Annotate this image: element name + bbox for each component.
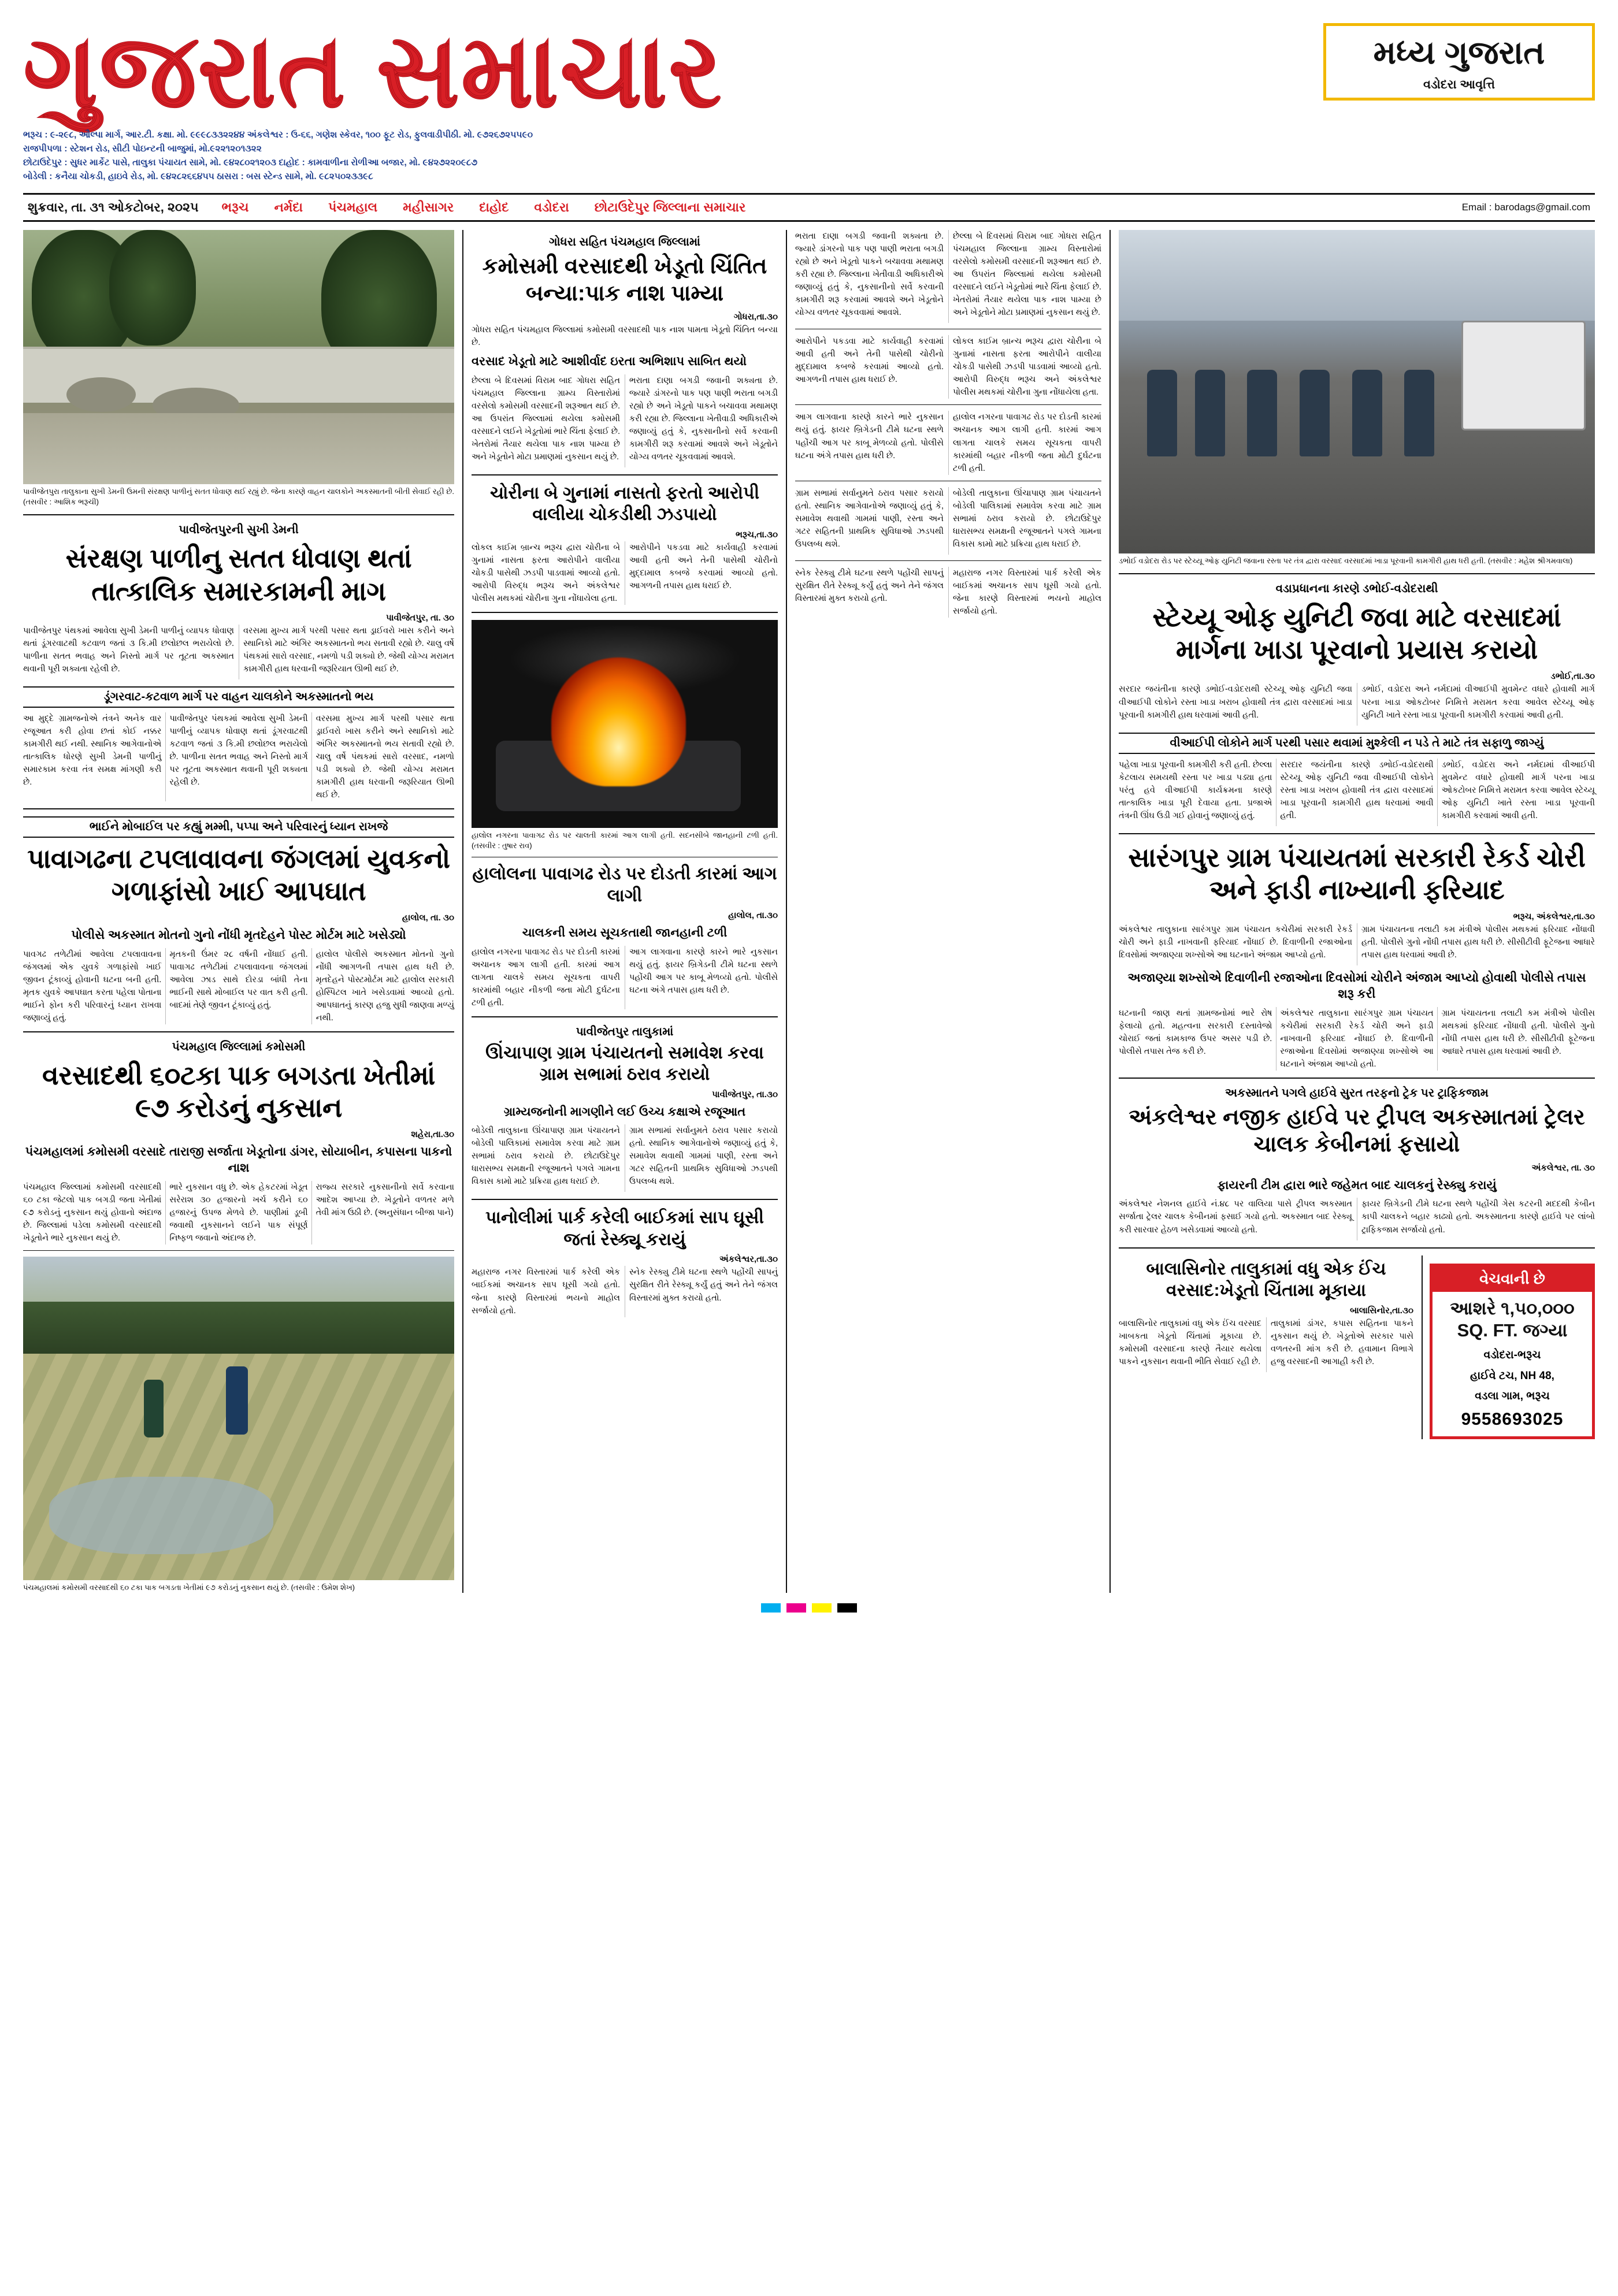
photo-caption-car-fire: હાલોલ નગરના પાવાગઢ રોડ પર ચાલતી કારમાં આગ લાગી હતી. સદનસીબે જાનહાની ટળી હતી. (તસવીર : તુષાર રાવ) [472, 831, 778, 850]
body-balasinor: બાલાસિનોર તાલુકામાં વધુ એક ઈંચ વરસાદ ખાબકતા ખેડૂતો ચિંતામાં મૂકાયા છે. કમોસમી વરસાદના કારણે તૈયાર થયેલા પાકને નુકસાન થવાની ભીતિ સેવાઈ રહી છે. તાલુકામાં ડાંગર, કપાસ સહિતના પાકને નુકસાન થયું છે. ખેડૂતોએ સરકાર પાસે વળતરની માંગ કરી છે. હવામાન વિભાગે હજુ વરસાદની આગાહી કરી છે. [1119, 1318, 1413, 1366]
body-sarangpur: ઘટનાની જાણ થતાં ગ્રામજનોમાં ભારે રોષ ફેલાયો હતો. મહત્વના સરકારી દસ્તાવેજો ચોરાઈ જતાં કામકાજ ઉપર અસર પડી છે. પોલીસે તપાસ તેજ કરી છે. અંકલેશ્વર તાલુકાના સારંગપુર ગ્રામ પંચાયત કચેરીમાં સરકારી રેકર્ડ ચોરી અને ફાડી નાખવાની ફરિયાદ નોંધાઈ છે. દિવાળીની રજાઓના દિવસોમાં અજાણ્યા શખ્સોએ આ ઘટનાને અંજામ આપ્યો હતો. ગ્રામ પંચાયતના તલાટી કમ મંત્રીએ પોલીસ મથકમાં ફરિયાદ નોંધાવી હતી. પોલીસે ગુનો નોંધી તપાસ હાથ ધરી છે. સીસીટીવી ફૂટેજના આધારે તપાસ હાથ ધરવામાં આવી છે. [1119, 1008, 1595, 1069]
address-line-3: છોટાઉદેપુર : સુધર માર્કેટ પાસે, તાલુકા પંચાયત સામે, મો. ૯૪૨૮૦૨૧૨૦૩ દાહોદ : કામવાળીના રોળીઆ બજાર, મો. ૯૪૨૭૨૨૦૯૮૭ [23, 158, 478, 168]
city-dahod: દાહોદ [479, 200, 509, 215]
color-swatch-black [837, 1603, 857, 1613]
lead-paragraph: ગોધરા સહિત પંચમહાલ જિલ્લામાં કમોસમી વરસાદથી પાક નાશ પામતા ખેડૂતો ચિંતિત બન્યા છે. [472, 325, 778, 348]
city-narmada: નર્મદા [274, 200, 303, 215]
edition-box [1323, 23, 1595, 101]
masthead-address-block [23, 128, 1167, 184]
contact-email[interactable]: Email : barodags@gmail.com [1461, 202, 1590, 213]
headline-theft: ચોરીના બે ગુનામાં નાસતો ફરતો આરોપી વાલીયા ચોકડીથી ઝડપાયો [489, 483, 760, 525]
address-line-2: રાજપીપળા : સ્ટેશન રોડ, સીટી પોઇન્ટની બાજુમાં, મો.૯૨૨૧૨૦૧૩૨૨ [23, 144, 262, 154]
city-bharuch: ભરૂચ [221, 200, 249, 215]
subhead-gram-sabha: ગ્રામ્યજનોની માગણીને લઈ ઉચ્ચ કક્ષાએ રજૂઆત [503, 1105, 746, 1119]
dateline-pavagadh-suicide: હાલોલ, તા. ૩૦ [402, 913, 454, 923]
kicker-sukhi-dam: પાવીજેતપુરની સુખી ડેમની [179, 523, 299, 537]
subhead-panch-loss: પંચમહાલમાં કમોસમી વરસાદે તારાજી સર્જાતા ખેડૂતોના ડાંગર, સોયાબીન, કપાસના પાકનો નાશ [25, 1145, 452, 1175]
dateline-ankleshwar-accident: અંકલેશ્વર, તા. ૩૦ [1531, 1163, 1595, 1173]
headline-panch-loss: વરસાદથી ૬૦ટકા પાક બગડતા ખેતીમાં ૯૭ કરોડનું નુકસાન [42, 1060, 435, 1123]
column-2 [462, 230, 786, 1593]
dateline-sarangpur: ભરૂચ, અંકલેશ્વર,તા.૩૦ [1513, 911, 1595, 922]
photo-credit-sukhi-dam: (તસવીર : આશિક ભરૂચી) [23, 497, 99, 507]
city-chhotaudepur: છોટાઉદેપુર જિલ્લાના સમાચાર [594, 200, 746, 215]
photo-car-fire [472, 620, 778, 828]
intro-dabhoi-road: સરદાર જયંતીના કારણે ડભોઈ-વડોદરાથી સ્ટેચ્યૂ ઓફ યુનિટી જવા વીઆઈપી લોકોને રસ્તા ખાડા ખરાબ હોવાથી તંત્ર દ્વારા વરસાદમાં ખાડા પૂરવાની કામગીરી હાથ ધરવામાં આવી હતી. ડભોઈ, વડોદરા અને નર્મદામાં વીઆઈપી મુવમેન્ટ વધારે હોવાથી માર્ગ પરના ખાડા ઓકટોબર નિમિત્તે મરામત કરવા આવેલ સ્ટેચ્યૂ ઓફ યુનિટી ખાતે રસ્તા ખાડા પૂરવાની કામગીરી કરવામાં આવી હતી. [1119, 685, 1595, 720]
subhead-sukhi-dam: ડૂંગરવાટ-કટવાળ માર્ગ પર વાહન ચાલકોને અકસ્માતનો ભય [23, 686, 454, 708]
newspaper-logo: ગુજરાત સમાચાર [23, 13, 723, 128]
body-car-fire-continued: આગ લાગવાના કારણે કારને ભારે નુકસાન થયું હતું. ફાયર બ્રિગેડની ટીમે ઘટના સ્થળે પહોંચી આગ પર કાબૂ મેળવ્યો હતો. પોલીસે ઘટના અંગે તપાસ હાથ ધરી છે. હાલોલ નગરના પાવાગઢ રોડ પર દોડતી કારમાં અચાનક આગ લાગી હતી. કારમાં આગ લાગતા ચાલકે સમય સૂચકતા વાપરી કારમાંથી બહાર નીકળી જતા મોટી દુર્ઘટના ટળી હતી. [795, 413, 1101, 473]
edition-title: મધ્ય ગુજરાત [1373, 34, 1545, 70]
headline-gram-sabha: ઊંચાપાણ ગ્રામ પંચાયતનો સમાવેશ કરવા ગ્રામ સભામાં ઠરાવ કરાયો [485, 1043, 764, 1084]
headline-ankleshwar-accident: અંકલેશ્વર નજીક હાઈવે પર ટ્રીપલ અકસ્માતમાં ટ્રેલર ચાલક કેબીનમાં ફસાયો [1129, 1105, 1585, 1157]
body-dabhoi-road: પહેલા ખાડા પૂરવાની કામગીરી કરી હતી. છેલ્લા કેટલાય સમયથી રસ્તા પર ખાડા પડ્યા હતા પરંતુ હવે વીઆઈપી કાર્યક્રમના કારણે તાત્કાલિક ખાડા પૂરી દેવાયા હતા. પ્રજાએ તંત્રની ઊંઘ ઉડી ગઈ હોવાનું જણાવ્યું હતું. સરદાર જયંતીના કારણે ડભોઈ-વડોદરાથી સ્ટેચ્યૂ ઓફ યુનિટી જવા વીઆઈપી લોકોને રસ્તા ખાડા ખરાબ હોવાથી તંત્ર દ્વારા વરસાદમાં ખાડા પૂરવાની કામગીરી હાથ ધરવામાં આવી હતી. ડભોઈ, વડોદરા અને નર્મદામાં વીઆઈપી મુવમેન્ટ વધારે હોવાથી માર્ગ પરના ખાડા ઓકટોબર નિમિત્તે મરામત કરવા આવેલ સ્ટેચ્યૂ ઓફ યુનિટી ખાતે રસ્તા ખાડા પૂરવાની કામગીરી કરવામાં આવી હતી. [1119, 760, 1595, 820]
subhead-ankleshwar-accident: ફાયરની ટીમ દ્વારા ભારે જહેમત બાદ ચાલકનું રેસ્ક્યુ કરાયું [1217, 1179, 1497, 1192]
dateline-balasinor: બાલાસિનોર,તા.૩૦ [1350, 1305, 1413, 1316]
masthead [23, 13, 1595, 184]
address-line-1: ભરૂચ : ૯-૨૯૮, ઔલ્પા માર્ગ, આર.ટી. કક્ષા. મો. ૯૯૯૮૩૩૨૨૪૪ અંકલેશ્વર : ઉ-૬૬, ગણેશ સ્કેવર, ૧૦૦ ફૂટ રોડ, ફુલવાડીપીઠી. મો. ૯૭૨૬૭૨૫૫૯૦ [23, 130, 533, 140]
body-theft: લોકલ કાઈમ બ્રાન્ચ ભરૂચ દ્વારા ચોરીના બે ગુનામાં નાસતા ફરતા આરોપીને વાલીયા ચોકડી પાસેથી ઝડપી પાડવામાં આવ્યો હતો. આરોપી વિરુદ્ધ ભરૂચ અને અંકલેશ્વર પોલીસ મથકમાં ચોરીના ગુના નોંધાયેલા હતા. આરોપીને પકડવા માટે કાર્યવાહી કરવામાં આવી હતી અને તેની પાસેથી ચોરીનો મુદ્દામાલ કબજે કરવામાં આવ્યો હતો. આગળની તપાસ હાથ ધરાઈ છે. [472, 543, 778, 604]
headline-sarangpur: સારંગપુર ગ્રામ પંચાયતમાં સરકારી રેકર્ડ ચોરી અને ફાડી નાખ્યાની ફરિયાદ [1128, 842, 1586, 905]
subhead-pavagadh-suicide: પોલીસે અકસ્માત મોતનો ગુનો નોંધી મૃતદેહને પોસ્ટ મોર્ટમ માટે ખસેડ્યો [71, 928, 406, 942]
ad-area-line2: SQ. FT. જગ્યા [1457, 1320, 1568, 1341]
city-list [222, 200, 1439, 215]
color-swatch-magenta [786, 1603, 806, 1613]
photo-caption-road-work: ડભોઈ વડોદરા રોડ પર સ્ટેચ્યૂ ઓફ યુનિટી જવાના રસ્તા પર તંત્ર દ્વારા વરસાદ વરસાદમાં ખાડા પૂરવાની કામગીરી હાથ ધરી હતી. (તસવીર : મહેશ શ્રીગમવાલા) [1119, 556, 1573, 566]
city-mahisagar: મહીસાગર [403, 200, 454, 215]
headline-snake-rescue: પાનોલીમાં પાર્ક કરેલી બાઈકમાં સાપ ઘૂસી જતાં રેસ્ક્યૂ કરાયું [485, 1208, 764, 1249]
body-sukhi-dam: આ મુદ્દે ગ્રામજનોએ તંત્રને અનેક વાર રજૂઆત કરી હોવા છતાં કોઈ નક્કર કામગીરી થઈ નથી. સ્થાનિક આગેવાનોએ તાત્કાલિક ધોરણે સુખી ડેમની પાળીનું સમારકામ કરવા તંત્ર સમક્ષ માંગણી કરી છે. પાવીજેતપુર પંથકમાં આવેલા સુખી ડેમની પાળીનું વ્યાપક ધોવાણ થતાં ડૂંગરવાટથી કટવાળ જતાં ૩ કિ.મી છલોછલ ભરાયેલો છે. પાળીના સતત ભવાહ અને નિસ્તો માર્ગ પર તૂટતા અકસ્માત થવાની પૂરી શક્યતા રહેલી છે. વરસમા મુખ્ય માર્ગ પરથી પસાર થતા ડ્રાઈવરો ખાસ કરીને અને સ્થાનિકો માટે અંગિર અકસ્માતનો ભય સતાવી રહ્યો છે. ચાલુ વર્ષે પંથકમાં સારો વરસાદ, નમળો પડી શક્યો છે. જેથી યોગ્ય મરામત કામગીરી હાથ ધરવાની જરૂરિયાત ઊભી થઈ છે. [23, 714, 454, 800]
ad-area-line1: આશરે ૧,૫૦,૦૦૦ [1450, 1298, 1575, 1318]
dateline-lead: ગોધરા,તા.૩૦ [733, 312, 778, 322]
page-content [23, 230, 1595, 1593]
address-line-4: બોડેલી : કનૈયા ચોકડી, હાઇવે રોડ, મો. ૯૪૨૮૨૬૬૪૫૫ ઠાસરા : બસ સ્ટેન્ડ સામે, મો. ૯૮૨૫૦૨૩૩૯૮ [23, 172, 373, 182]
edition-subtitle: વડોદરા આવૃત્તિ [1423, 78, 1495, 92]
body-car-fire: હાલોલ નગરના પાવાગઢ રોડ પર દોડતી કારમાં અચાનક આગ લાગી હતી. કારમાં આગ લાગતા ચાલકે સમય સૂચકતા વાપરી કારમાંથી બહાર નીકળી જતા મોટી દુર્ઘટના ટળી હતી. આગ લાગવાના કારણે કારને ભારે નુકસાન થયું હતું. ફાયર બ્રિગેડની ટીમે ઘટના સ્થળે પહોંચી આગ પર કાબૂ મેળવ્યો હતો. પોલીસે ઘટના અંગે તપાસ હાથ ધરી છે. [472, 947, 778, 1008]
ad-phone-number[interactable]: 9558693025 [1461, 1409, 1564, 1429]
photo-credit-paddy-field: (તસવીર : ઉમેશ શેખ) [291, 1582, 355, 1592]
subhead-car-fire: ચાલકની સમય સૂચકતાથી જાનહાની ટળી [522, 926, 728, 940]
photo-credit-car-fire: (તસવીર : તુષાર રાવ) [472, 841, 532, 850]
column-3 [786, 230, 1109, 1593]
headline-lead: કમોસમી વરસાદથી ખેડૂતો ચિંતિત બન્યા:પાક નાશ પામ્યા [482, 254, 767, 306]
headline-dabhoi-road: સ્ટેચ્યૂ ઓફ યુનિટી જવા માટે વરસાદમાં માર્ગના ખાડા પૂરવાનો પ્રયાસ કરાયો [1152, 602, 1561, 665]
headline-balasinor: બાલાસિનોર તાલુકામાં વધુ એક ઈંચ વરસાદ:ખેડૂતો ચિંતામા મૂકાયા [1146, 1259, 1386, 1301]
dateline-dabhoi-road: ડભોઈ,તા.૩૦ [1550, 671, 1595, 682]
body-snake-rescue-continued: સ્નેક રેસ્ક્યુ ટીમે ઘટના સ્થળે પહોંચી સાપનું સુરક્ષિત રીતે રેસ્ક્યૂ કર્યું હતું અને તેને જંગલ વિસ્તારમાં મુક્ત કરાયો હતો. મહારાજ નગર વિસ્તારમાં પાર્ક કરેલી એક બાઈકમાં અચાનક સાપ ઘૂસી ગયો હતો. જેના કારણે વિસ્તારમાં ભયનો માહોલ સર્જાયો હતો. [795, 568, 1101, 616]
kicker-gram-sabha: પાવીજેતપુર તાલુકામાં [576, 1025, 674, 1038]
dateline-car-fire: હાલોલ, તા.૩૦ [728, 911, 778, 921]
ad-location-line3: વડલા ગામ, ભરૂચ [1475, 1390, 1550, 1403]
body-lead-continued: ભરાતા દાણા બગડી જવાની શક્યતા છે. જ્યારે ડાંગરનો પાક પણ પાણી ભરાતા બગડી રહ્યો છે અને ખેડૂતો પાકને બચાવવા મથામણ કરી રહ્યા છે. જિલ્લાના ખેતીવાડી અધિકારીએ જણાવ્યું હતું કે, નુકસાનીનો સર્વે કરવાની કામગીરી શરૂ કરવામાં આવશે અને ખેડૂતોને યોગ્ય વળતર ચૂકવવામાં આવશે. છેલ્લા બે દિવસમાં વિરામ બાદ ગોધરા સહિત પંચમહાલ જિલ્લાના ગ્રામ્ય વિસ્તારોમાં વરસેલો કમોસમી વરસાદની શરૂઆત થઈ છે. આ ઉપરાંત જિલ્લામાં થયેલા કમોસમી વરસાદને લઈને ખેડૂતોમાં ભારે ચિંતા ફેલાઈ છે. ખેતરોમાં તૈયાર થયેલા પાક નાશ પામ્યા છે અને ખેડૂતોને મોટા પ્રમાણમાં નુકસાન થયું છે. [795, 232, 1101, 318]
photo-caption-sukhi-dam: પાવીજેતપુરા તાલુકાના સુખી ડેમની ઉમની સંરક્ષણ પાળીનું સતત ધોવાણ થઈ રહ્યું છે. જેના કારણે વાહન ચાલકોને અકસ્માતની બીતી સેવાઈ રહી છે. (તસવીર : આશિક ભરૂચી) [23, 487, 454, 507]
body-gram-sabha: બોડેલી તાલુકાના ઊંચાપાણ ગ્રામ પંચાયતને બોડેલી પાલિકામાં સમાવેશ કરવા માટે ગ્રામ સભામાં ઠરાવ કરાયો છે. છોટાઉદેપુર ધારાસભ્ય સમક્ષની રજૂઆતને પગલે ગામના વિકાસ કામો માટે પ્રક્રિયા હાથ ધરાઈ છે. ગ્રામ સભામાં સર્વાનુમતે ઠરાવ પસાર કરાયો હતો. સ્થાનિક આગેવાનોએ જણાવ્યું હતું કે, સમાવેશ થવાથી ગામમાં પાણી, રસ્તા અને ગટર સહિતની પ્રાથમિક સુવિધાઓ ઝડપથી ઉપલબ્ધ થશે. [472, 1126, 778, 1187]
kicker-ankleshwar-accident: અકસ્માતને પગલે હાઈવે સુરત તરફનો ટ્રેક પર ટ્રાફિકજામ [1225, 1086, 1489, 1099]
city-vadodara: વડોદરા [534, 200, 569, 215]
body-snake-rescue: મહારાજ નગર વિસ્તારમાં પાર્ક કરેલી એક બાઈકમાં અચાનક સાપ ઘૂસી ગયો હતો. જેના કારણે વિસ્તારમાં ભયનો માહોલ સર્જાયો હતો. સ્નેક રેસ્ક્યુ ટીમે ઘટના સ્થળે પહોંચી સાપનું સુરક્ષિત રીતે રેસ્ક્યૂ કર્યું હતું અને તેને જંગલ વિસ્તારમાં મુક્ત કરાયો હતો. [472, 1268, 778, 1316]
kicker-lead: ગોધરા સહિત પંચમહાલ જિલ્લામાં [549, 236, 700, 249]
photo-paddy-field [23, 1257, 454, 1580]
body-gram-sabha-continued: ગ્રામ સભામાં સર્વાનુમતે ઠરાવ પસાર કરાયો હતો. સ્થાનિક આગેવાનોએ જણાવ્યું હતું કે, સમાવેશ થવાથી ગામમાં પાણી, રસ્તા અને ગટર સહિતની પ્રાથમિક સુવિધાઓ ઝડપથી ઉપલબ્ધ થશે. બોડેલી તાલુકાના ઊંચાપાણ ગ્રામ પંચાયતને બોડેલી પાલિકામાં સમાવેશ કરવા માટે ગ્રામ સભામાં ઠરાવ કરાયો છે. છોટાઉદેપુર ધારાસભ્ય સમક્ષની રજૂઆતને પગલે ગામના વિકાસ કામો માટે પ્રક્રિયા હાથ ધરાઈ છે. [795, 488, 1101, 549]
dateline-snake-rescue: અંકલેશ્વર,તા.૩૦ [719, 1254, 778, 1265]
dateline-panch-loss: શહેરા,તા.૩૦ [411, 1129, 454, 1139]
kicker-dabhoi-road: વડાપ્રધાનના કારણે ડભોઈ-વડોદરાથી [1275, 582, 1438, 596]
ad-location-line2: હાઈવે ટચ, NH 48, [1470, 1369, 1554, 1382]
color-swatch-yellow [812, 1603, 832, 1613]
body-ankleshwar-accident: અંકલેશ્વર નેશનલ હાઈવે નં.૪૮ પર વાલિયા પાસે ટ્રીપલ અકસ્માત સર્જાતા ટ્રેલર ચાલક કેબીનમાં ફસાઈ ગયો હતો. અકસ્માત બાદ રેસ્ક્યૂ કરી સારવાર હેઠળ ખસેડવામાં આવ્યો હતો. ફાયર બ્રિગેડની ટીમે ઘટના સ્થળે પહોંચી ગેસ કટરની મદદથી કેબીન કાપી ચાલકને બહાર કાઢ્યો હતો. અકસ્માતના કારણે હાઈવે પર લાંબો ટ્રાફિકજામ સર્જાયો હતો. [1119, 1199, 1595, 1235]
headline-pavagadh-suicide: પાવાગઢના ટપલાવાવના જંગલમાં યુવકનો ગળાફાંસો ખાઈ આપઘાત [27, 844, 450, 906]
headline-sukhi-dam: સંરક્ષણ પાળીનુ સતત ધોવાણ થતાં તાત્કાલિક સમારકામની માગ [65, 543, 412, 606]
photo-road-work [1119, 230, 1595, 553]
subhead-dabhoi-road: વીઆઈપી લોકોને માર્ગ પરથી પસાર થવામાં મુશ્કેલી ન પડે તે માટે તંત્ર સફાળુ જાગ્યું [1119, 733, 1595, 754]
masthead-left [23, 13, 1167, 184]
column-1 [23, 230, 462, 1593]
city-panchmahal: પંચમહાલ [328, 200, 378, 215]
color-swatch-cyan [761, 1603, 781, 1613]
column-4 [1109, 230, 1595, 1593]
body-panch-loss: પંચમહાલ જિલ્લામાં કમોસમી વરસાદથી ૬૦ ટકા જેટલો પાક બગડી જતા ખેતીમાં ૯૭ કરોડનું નુકસાન થયું હોવાનો અંદાજ છે. જિલ્લામાં પડેલા કમોસમી વરસાદથી ખેડૂતોને ભારે નુકસાન થયું છે. ભારે નુકસાન વધુ છે. એક હેકટરમાં ખેડૂત સરેરાશ ૩૦ હજારનો ખર્ચ કરીને ૬૦ હજારનું ઉપજ મેળવે છે. પાણીમાં ડૂબી જવાથી નુકસાનને લઈને પાક સંપૂર્ણ નિષ્ફળ જવાનો અંદાજ છે. રાજ્ય સરકારે નુકસાનીનો સર્વે કરવાના આદેશ આપ્યા છે. ખેડૂતોને વળતર મળે તેવી માંગ ઉઠી છે. (અનુસંધાન બીજા પાને) [23, 1182, 454, 1243]
photo-credit-road-work: (તસવીર : મહેશ શ્રીગમવાલા) [1487, 556, 1573, 566]
intro-sukhi-dam: પાવીજેતપુર પંથકમાં આવેલા સુખી ડેમની પાળીનું વ્યાપક ધોવાણ થતાં ડૂંગરવાટથી કટવાળ જતાં ૩ કિ.મી છલોછલ ભરાયેલો છે. પાળીના સતત ભવાહ અને નિસ્તો માર્ગ પર તૂટતા અકસ્માત થવાની પૂરી શક્યતા રહેલી છે. વરસમા મુખ્ય માર્ગ પરથી પસાર થતા ડ્રાઈવરો ખાસ કરીને અને સ્થાનિકો માટે અંગિર અકસ્માતનો ભય સતાવી રહ્યો છે. ચાલુ વર્ષે પંથકમાં સારો વરસાદ, નમળો પડી શક્યો છે. જેથી યોગ્ય મરામત કામગીરી હાથ ધરવાની જરૂરિયાત ઊભી થઈ છે. [23, 626, 454, 674]
subhead-sarangpur: અજાણ્યા શખ્સોએ દિવાળીની રજાઓના દિવસોમાં ચોરીને અંજામ આપ્યો હોવાથી પોલીસે તપાસ શરૂ કરી [1127, 971, 1586, 1001]
photo-caption-paddy-field: પંચમહાલમાં કમોસમી વરસાદથી ૬૦ ટકા પાક બગડતા ખેતીમાં ૯૭ કરોડનું નુકસાન થયું છે. (તસવીર : ઉમેશ શેખ) [23, 1582, 355, 1592]
body-lead: છેલ્લા બે દિવસમાં વિરામ બાદ ગોધરા સહિત પંચમહાલ જિલ્લાના ગ્રામ્ય વિસ્તારોમાં વરસેલો કમોસમી વરસાદની શરૂઆત થઈ છે. આ ઉપરાંત જિલ્લામાં થયેલા કમોસમી વરસાદને લઈને ખેડૂતોમાં ભારે ચિંતા ફેલાઈ છે. ખેતરોમાં તૈયાર થયેલા પાક નાશ પામ્યા છે અને ખેડૂતોને મોટા પ્રમાણમાં નુકસાન થયું છે. ભરાતા દાણા બગડી જવાની શક્યતા છે. જ્યારે ડાંગરનો પાક પણ પાણી ભરાતા બગડી રહ્યો છે અને ખેડૂતો પાકને બચાવવા મથામણ કરી રહ્યા છે. જિલ્લાના ખેતીવાડી અધિકારીએ જણાવ્યું હતું કે, નુકસાનીનો સર્વે કરવાની કામગીરી શરૂ કરવામાં આવશે અને ખેડૂતોને યોગ્ય વળતર ચૂકવવામાં આવશે. [472, 376, 778, 462]
intro-sarangpur: અંકલેશ્વર તાલુકાના સારંગપુર ગ્રામ પંચાયત કચેરીમાં સરકારી રેકર્ડ ચોરી અને ફાડી નાખવાની ફરિયાદ નોંધાઈ છે. દિવાળીની રજાઓના દિવસોમાં અજાણ્યા શખ્સોએ આ ઘટનાને અંજામ આપ્યો હતો. ગ્રામ પંચાયતના તલાટી કમ મંત્રીએ પોલીસ મથકમાં ફરિયાદ નોંધાવી હતી. પોલીસે ગુનો નોંધી તપાસ હાથ ધરી છે. સીસીટીવી ફૂટેજના આધારે તપાસ હાથ ધરવામાં આવી છે. [1119, 924, 1595, 960]
kicker-panch-loss: પંચમહાલ જિલ્લામાં કમોસમી [172, 1040, 306, 1053]
kicker-pavagadh-suicide: ભાઈને મોબાઈલ પર કહ્યું મમ્મી, પપ્પા અને પરિવારનું ધ્યાન રાખજે [23, 816, 454, 838]
dateline-gram-sabha: પાવીજેતપુર, તા.૩૦ [712, 1089, 778, 1099]
photo-sukhi-dam [23, 230, 454, 484]
headline-car-fire: હાલોલના પાવાગઢ રોડ પર દોડતી કારમાં આગ લાગી [472, 864, 777, 905]
dateline-theft: ભરૂચ,તા.૩૦ [736, 529, 778, 540]
ad-header: વેચવાની છે [1433, 1266, 1592, 1292]
print-color-registration-bar [23, 1603, 1595, 1613]
dateline-sukhi-dam: પાવીજેતપુર, તા. ૩૦ [386, 612, 454, 623]
body-pavagadh-suicide: પાવગઢ તળેટીમાં આવેલા ટપલાવાવના જંગલમાં એક યુવકે ગળાફાંસો ખાઈ જીવન ટૂંકાવ્યું હોવાની ઘટના બની હતી. મૃતક યુવકે આપઘાત કરતા પહેલા પોતાના ભાઈને ફોન કરી પરિવારનું ધ્યાન રાખવા જણાવ્યું હતું. મૃતકની ઉંમર ૨૮ વર્ષની નોંધાઈ હતી. પાવાગઢ તળેટીમાં ટપલાવાવના જંગલમાં આવેલા ઝાડ સાથે દોરડા બાંધી તેના ભાઈની સાથે મોબાઈલ પર વાત કરી હતી. બાદમાં તેણે જીવન ટૂંકાવ્યું હતું. હાલોલ પોલીસે અકસ્માત મોતનો ગુનો નોંધી આગળની તપાસ હાથ ધરી છે. મૃતદેહને પોસ્ટમોર્ટમ માટે હાલોલ સરકારી હોસ્પિટલ ખાતે ખસેડવામાં આવ્યો હતો. આપઘાતનું કારણ હજુ સુધી જાણવા મળ્યું નથી. [23, 949, 454, 1023]
subhead-lead: વરસાદ ખેડૂતો માટે આશીર્વાદ ઇરતા અભિશાપ સાબિત થયો [472, 355, 747, 369]
classified-ad[interactable] [1430, 1264, 1595, 1439]
publication-date: શુક્રવાર, તા. ૩૧ ઓકટોબર, ૨૦૨૫ [28, 200, 199, 215]
body-theft-continued: આરોપીને પકડવા માટે કાર્યવાહી કરવામાં આવી હતી અને તેની પાસેથી ચોરીનો મુદ્દામાલ કબજે કરવામાં આવ્યો હતો. આગળની તપાસ હાથ ધરાઈ છે. લોકલ કાઈમ બ્રાન્ચ ભરૂચ દ્વારા ચોરીના બે ગુનામાં નાસતા ફરતા આરોપીને વાલીયા ચોકડી પાસેથી ઝડપી પાડવામાં આવ્યો હતો. આરોપી વિરુદ્ધ ભરૂચ અને અંકલેશ્વર પોલીસ મથકમાં ચોરીના ગુના નોંધાયેલા હતા. [795, 337, 1101, 397]
ad-location-line1: વડોદરા-ભરૂચ [1483, 1349, 1541, 1362]
date-strip [23, 193, 1595, 222]
